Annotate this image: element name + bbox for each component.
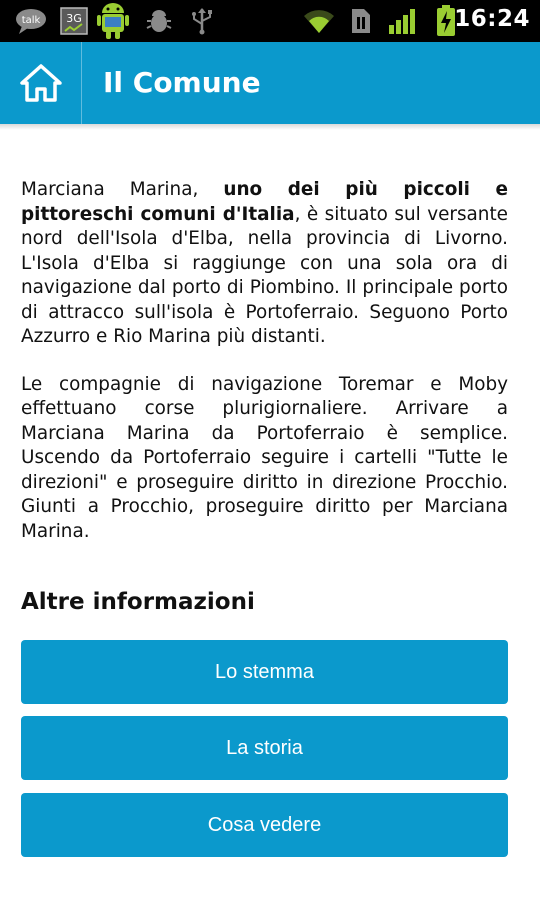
bug-icon (146, 7, 172, 35)
description-paragraph-1 (21, 178, 508, 350)
description-paragraph-2: Le compagnie di navigazione Toremar e Moby effettuano corse plurigiornaliere. Arrivare a Marciana Marina da Portoferraio è semplice. Uscendo da Portoferraio seguire i cartelli "Tutte le direzioni" e proseguire diritto in direzione Procchio. Giunti a Procchio, proseguire diritto per Marciana Marina. (21, 373, 508, 542)
paragraph-1-highlight: uno dei più piccoli e pittoreschi comuni d'Italia (21, 179, 509, 225)
android-notification-icon (96, 2, 130, 40)
usb-icon (190, 7, 214, 35)
cosa-vedere-button[interactable]: Cosa vedere (21, 793, 508, 857)
clock: 16:24 (454, 6, 530, 32)
lo-stemma-button[interactable]: Lo stemma (21, 640, 508, 704)
3g-icon (60, 7, 88, 35)
battery-charging-icon (436, 5, 456, 37)
home-icon (20, 64, 62, 102)
paragraph-1-rest: , è situato sul versante nord dell'Isola d'Elba, nella provincia di Livorno. L'Isola d'Elba si raggiunge con una sola ora di navigazione dal porto di Piombino. Il principale porto di attracco sull'isola è Portoferraio. Seguono Porto Azzurro e Rio Marina più distanti. (21, 203, 508, 347)
content-area (21, 178, 508, 544)
la-storia-button[interactable]: La storia (21, 716, 508, 780)
3g-label: 3G (66, 12, 82, 25)
action-bar (0, 42, 540, 124)
status-bar (0, 0, 540, 42)
paragraph-1-intro: Marciana Marina, (21, 179, 224, 200)
talk-icon (14, 7, 48, 35)
signal-icon (388, 7, 418, 35)
section-title: Altre informazioni (21, 589, 255, 615)
sim-icon (350, 7, 372, 35)
home-button[interactable] (0, 42, 82, 124)
action-bar-shadow (0, 124, 540, 130)
svg-text:talk: talk (21, 15, 41, 26)
page-title: Il Comune (103, 66, 261, 99)
wifi-icon (302, 7, 336, 35)
